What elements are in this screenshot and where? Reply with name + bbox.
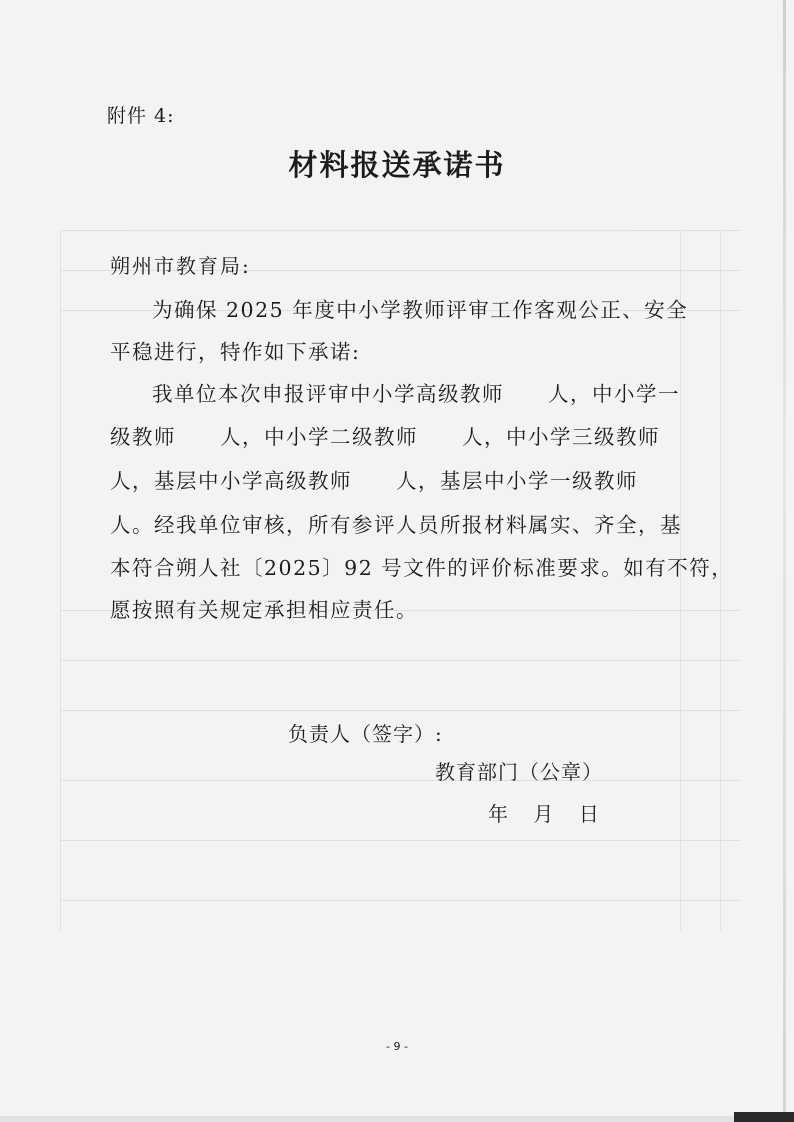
recipient-line: 朔州市教育局:	[110, 254, 251, 278]
document-title: 材料报送承诺书	[288, 148, 506, 182]
paragraph-1-line-2: 平稳进行，特作如下承诺:	[110, 340, 361, 364]
paragraph-1-line-1: 为确保 2025 年度中小学教师评审工作客观公正、安全	[152, 298, 689, 322]
page-number: - 9 -	[386, 1040, 408, 1053]
scan-edge-bottom	[0, 1116, 794, 1122]
date-label: 年 月 日	[488, 802, 599, 826]
paragraph-2-line-4: 人。经我单位审核，所有参评人员所报材料属实、齐全，基	[110, 513, 682, 537]
paragraph-2-line-3: 人，基层中小学高级教师 人，基层中小学一级教师	[110, 469, 638, 493]
paragraph-2-line-5: 本符合朔人社〔2025〕92 号文件的评价标准要求。如有不符，	[110, 556, 734, 580]
paragraph-2-line-6: 愿按照有关规定承担相应责任。	[110, 598, 418, 622]
paragraph-2-line-2: 级教师 人，中小学二级教师 人，中小学三级教师	[110, 425, 660, 449]
paragraph-2-line-1: 我单位本次申报评审中小学高级教师 人，中小学一	[152, 382, 680, 406]
signer-label: 负责人（签字）:	[288, 722, 443, 746]
attachment-label: 附件 4:	[107, 105, 175, 127]
seal-label: 教育部门（公章）	[435, 760, 603, 784]
scan-corner-mark	[734, 1112, 794, 1122]
